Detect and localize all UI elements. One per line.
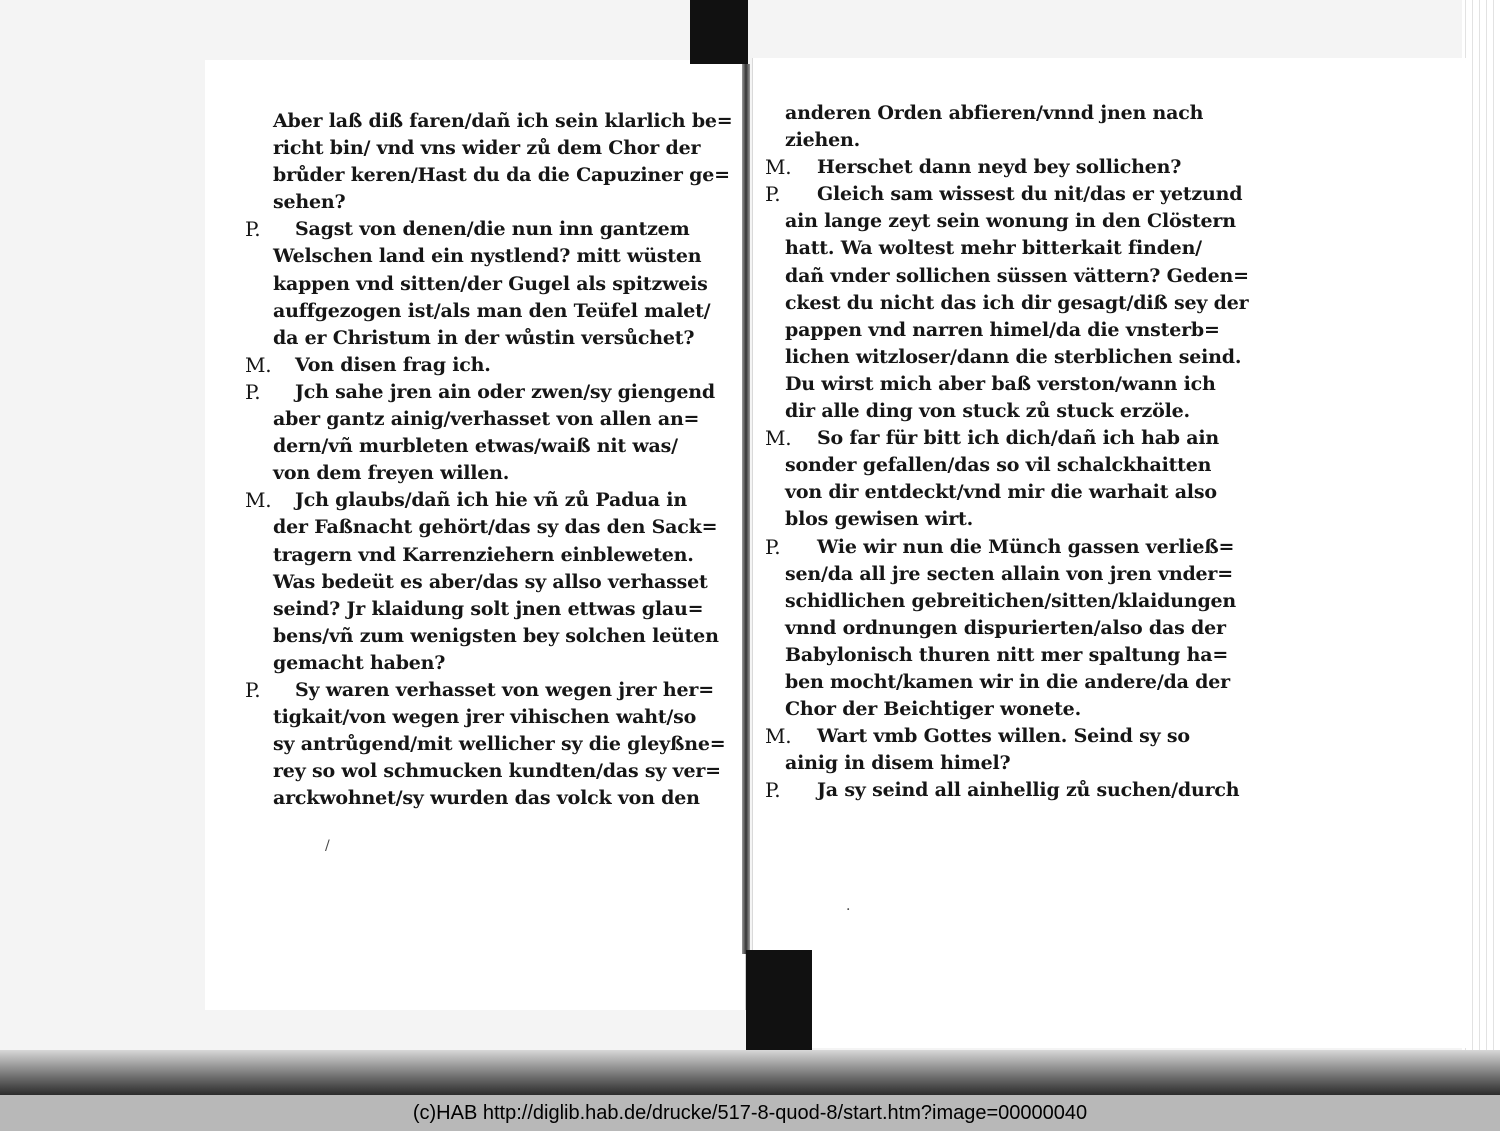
text-line bbox=[765, 181, 1255, 208]
line-text: von dir entdeckt/vnd mir die warhait also bbox=[785, 481, 1217, 504]
line-text: hatt. Wa woltest mehr bitterkait finden/ bbox=[785, 237, 1202, 260]
line-text: richt bin/ vnd vns wider zů dem Chor der bbox=[273, 137, 701, 160]
text-line bbox=[245, 352, 725, 379]
text-line bbox=[245, 189, 725, 216]
line-text: So far für bitt ich dich/dañ ich hab ain bbox=[817, 427, 1220, 450]
line-text: Was bedeüt es aber/das sy allso verhasset bbox=[273, 570, 708, 593]
right-page-text bbox=[765, 100, 1255, 804]
text-line bbox=[765, 154, 1255, 181]
text-line bbox=[245, 596, 725, 623]
book-spine-top bbox=[690, 0, 748, 64]
line-text: sy antrůgend/mit wellicher sy die gleyßne= bbox=[273, 733, 726, 756]
left-page-text bbox=[245, 108, 733, 812]
line-text: auffgezogen ist/als man den Teüfel malet/ bbox=[273, 299, 711, 322]
speaker-marker: M. bbox=[765, 155, 792, 180]
text-line bbox=[765, 479, 1255, 506]
speaker-marker: P. bbox=[245, 217, 261, 242]
text-line bbox=[245, 216, 725, 243]
line-text: Sagst von denen/die nun inn gantzem bbox=[295, 218, 690, 241]
text-line bbox=[765, 208, 1255, 235]
speaker-marker: P. bbox=[245, 379, 261, 404]
speaker-marker: P. bbox=[765, 534, 781, 559]
line-text: arckwohnet/sy wurden das volck von den bbox=[273, 787, 700, 810]
line-text: Herschet dann neyd bey sollichen? bbox=[817, 156, 1182, 179]
text-line bbox=[765, 750, 1255, 777]
text-line bbox=[245, 785, 725, 812]
line-text: Du wirst mich aber baß verston/wann ich bbox=[785, 372, 1216, 395]
line-text: tragern vnd Karrenziehern einbleweten. bbox=[273, 543, 694, 566]
line-text: Jch glaubs/dañ ich hie vñ zů Padua in bbox=[295, 489, 687, 512]
ink-speck: · bbox=[846, 902, 851, 918]
text-line bbox=[245, 243, 725, 270]
book-gutter bbox=[742, 64, 750, 954]
text-line bbox=[765, 534, 1255, 561]
line-text: Jch sahe jren ain oder zwen/sy giengend bbox=[295, 380, 715, 403]
line-text: Aber laß diß faren/dañ ich sein klarlich be= bbox=[273, 110, 733, 132]
text-line bbox=[245, 379, 725, 406]
line-text: sehen? bbox=[273, 191, 346, 214]
line-text: sen/da all jre secten allain von jren vnder= bbox=[785, 562, 1233, 585]
text-line bbox=[245, 542, 725, 569]
line-text: Wart vmb Gottes willen. Seind sy so bbox=[817, 725, 1190, 748]
line-text: tigkait/von wegen jrer vihischen waht/so bbox=[273, 706, 697, 729]
text-line bbox=[245, 433, 725, 460]
text-line bbox=[765, 235, 1255, 262]
line-text: sonder gefallen/das so vil schalckhaitten bbox=[785, 454, 1212, 477]
text-line bbox=[245, 623, 725, 650]
line-text: pappen vnd narren himel/da die vnsterb= bbox=[785, 318, 1220, 341]
text-line bbox=[245, 108, 733, 135]
line-text: rey so wol schmucken kundten/das sy ver= bbox=[273, 760, 721, 783]
text-line bbox=[765, 425, 1255, 452]
speaker-marker: M. bbox=[245, 488, 272, 513]
text-line bbox=[245, 460, 725, 487]
text-line bbox=[245, 135, 725, 162]
line-text: Babylonisch thuren nitt mer spaltung ha= bbox=[785, 643, 1229, 666]
text-line bbox=[765, 398, 1255, 425]
text-line bbox=[245, 758, 725, 785]
line-text: ain lange zeyt sein wonung in den Clöstern bbox=[785, 210, 1236, 233]
line-text: schidlichen gebreitichen/sitten/klaidungen bbox=[785, 589, 1237, 612]
speaker-marker: P. bbox=[765, 182, 781, 207]
text-line bbox=[765, 100, 1255, 127]
line-text: von dem freyen willen. bbox=[273, 462, 510, 485]
speaker-marker: M. bbox=[765, 426, 792, 451]
ink-speck: / bbox=[325, 838, 330, 854]
text-line bbox=[245, 325, 725, 352]
text-line bbox=[765, 344, 1255, 371]
line-text: kappen vnd sitten/der Gugel als spitzweis bbox=[273, 272, 708, 295]
source-footer: (c)HAB http://diglib.hab.de/drucke/517-8-quod-8/start.htm?image=00000040 bbox=[0, 1095, 1500, 1131]
line-text: ziehen. bbox=[785, 129, 861, 152]
line-text: ainig in disem himel? bbox=[785, 752, 1011, 775]
text-line bbox=[765, 127, 1255, 154]
line-text: dir alle ding von stuck zů stuck erzöle. bbox=[785, 400, 1190, 423]
line-text: dañ vnder sollichen süssen vättern? Geden= bbox=[785, 264, 1249, 287]
text-line bbox=[245, 677, 725, 704]
bottom-shadow bbox=[0, 1050, 1500, 1095]
text-line bbox=[765, 777, 1255, 804]
line-text: seind? Jr klaidung solt jnen ettwas glau= bbox=[273, 597, 704, 620]
line-text: Ja sy seind all ainhellig zů suchen/durch bbox=[817, 779, 1240, 802]
text-line bbox=[245, 162, 730, 189]
text-line bbox=[765, 371, 1255, 398]
text-line bbox=[765, 317, 1255, 344]
text-line bbox=[245, 569, 725, 596]
line-text: Gleich sam wissest du nit/das er yetzund bbox=[817, 183, 1243, 206]
line-text: aber gantz ainig/verhasset von allen an= bbox=[273, 408, 700, 431]
text-line bbox=[765, 669, 1255, 696]
text-line bbox=[765, 642, 1255, 669]
speaker-marker: M. bbox=[765, 724, 792, 749]
text-line bbox=[245, 298, 725, 325]
text-line bbox=[765, 506, 1255, 533]
text-line bbox=[245, 650, 725, 677]
line-text: ben mocht/kamen wir in die andere/da der bbox=[785, 670, 1230, 693]
text-line bbox=[765, 452, 1255, 479]
line-text: Wie wir nun die Münch gassen verließ= bbox=[817, 535, 1235, 558]
speaker-marker: P. bbox=[245, 677, 261, 702]
text-line bbox=[765, 723, 1255, 750]
line-text: Sy waren verhasset von wegen jrer her= bbox=[295, 678, 714, 701]
line-text: dern/vñ murbleten etwas/waiß nit was/ bbox=[273, 435, 678, 458]
text-line bbox=[765, 588, 1255, 615]
text-line bbox=[765, 290, 1255, 317]
line-text: bens/vñ zum wenigsten bey solchen leüten bbox=[273, 624, 719, 647]
text-line bbox=[245, 487, 725, 514]
text-line bbox=[245, 731, 725, 758]
text-line bbox=[765, 263, 1255, 290]
text-line bbox=[245, 704, 725, 731]
line-text: gemacht haben? bbox=[273, 651, 446, 674]
line-text: lichen witzloser/dann die sterblichen seind. bbox=[785, 345, 1242, 368]
line-text: Chor der Beichtiger wonete. bbox=[785, 698, 1081, 721]
line-text: Von disen frag ich. bbox=[295, 353, 491, 376]
line-text: ckest du nicht das ich dir gesagt/diß sey der bbox=[785, 291, 1249, 314]
text-line bbox=[765, 615, 1255, 642]
text-line bbox=[765, 561, 1255, 588]
text-line bbox=[765, 696, 1255, 723]
text-line bbox=[245, 514, 725, 541]
line-text: vnnd ordnungen dispurierten/also das der bbox=[785, 616, 1226, 639]
text-line bbox=[245, 271, 725, 298]
line-text: blos gewisen wirt. bbox=[785, 508, 974, 531]
line-text: Welschen land ein nystlend? mitt wüsten bbox=[273, 245, 702, 268]
text-line bbox=[245, 406, 725, 433]
line-text: brůder keren/Hast du da die Capuziner ge= bbox=[273, 164, 730, 187]
line-text: anderen Orden abfieren/vnnd jnen nach bbox=[785, 102, 1204, 124]
line-text: der Faßnacht gehört/das sy das den Sack= bbox=[273, 516, 718, 539]
line-text: da er Christum in der wůstin versůchet? bbox=[273, 326, 695, 349]
speaker-marker: M. bbox=[245, 352, 272, 377]
speaker-marker: P. bbox=[765, 778, 781, 803]
